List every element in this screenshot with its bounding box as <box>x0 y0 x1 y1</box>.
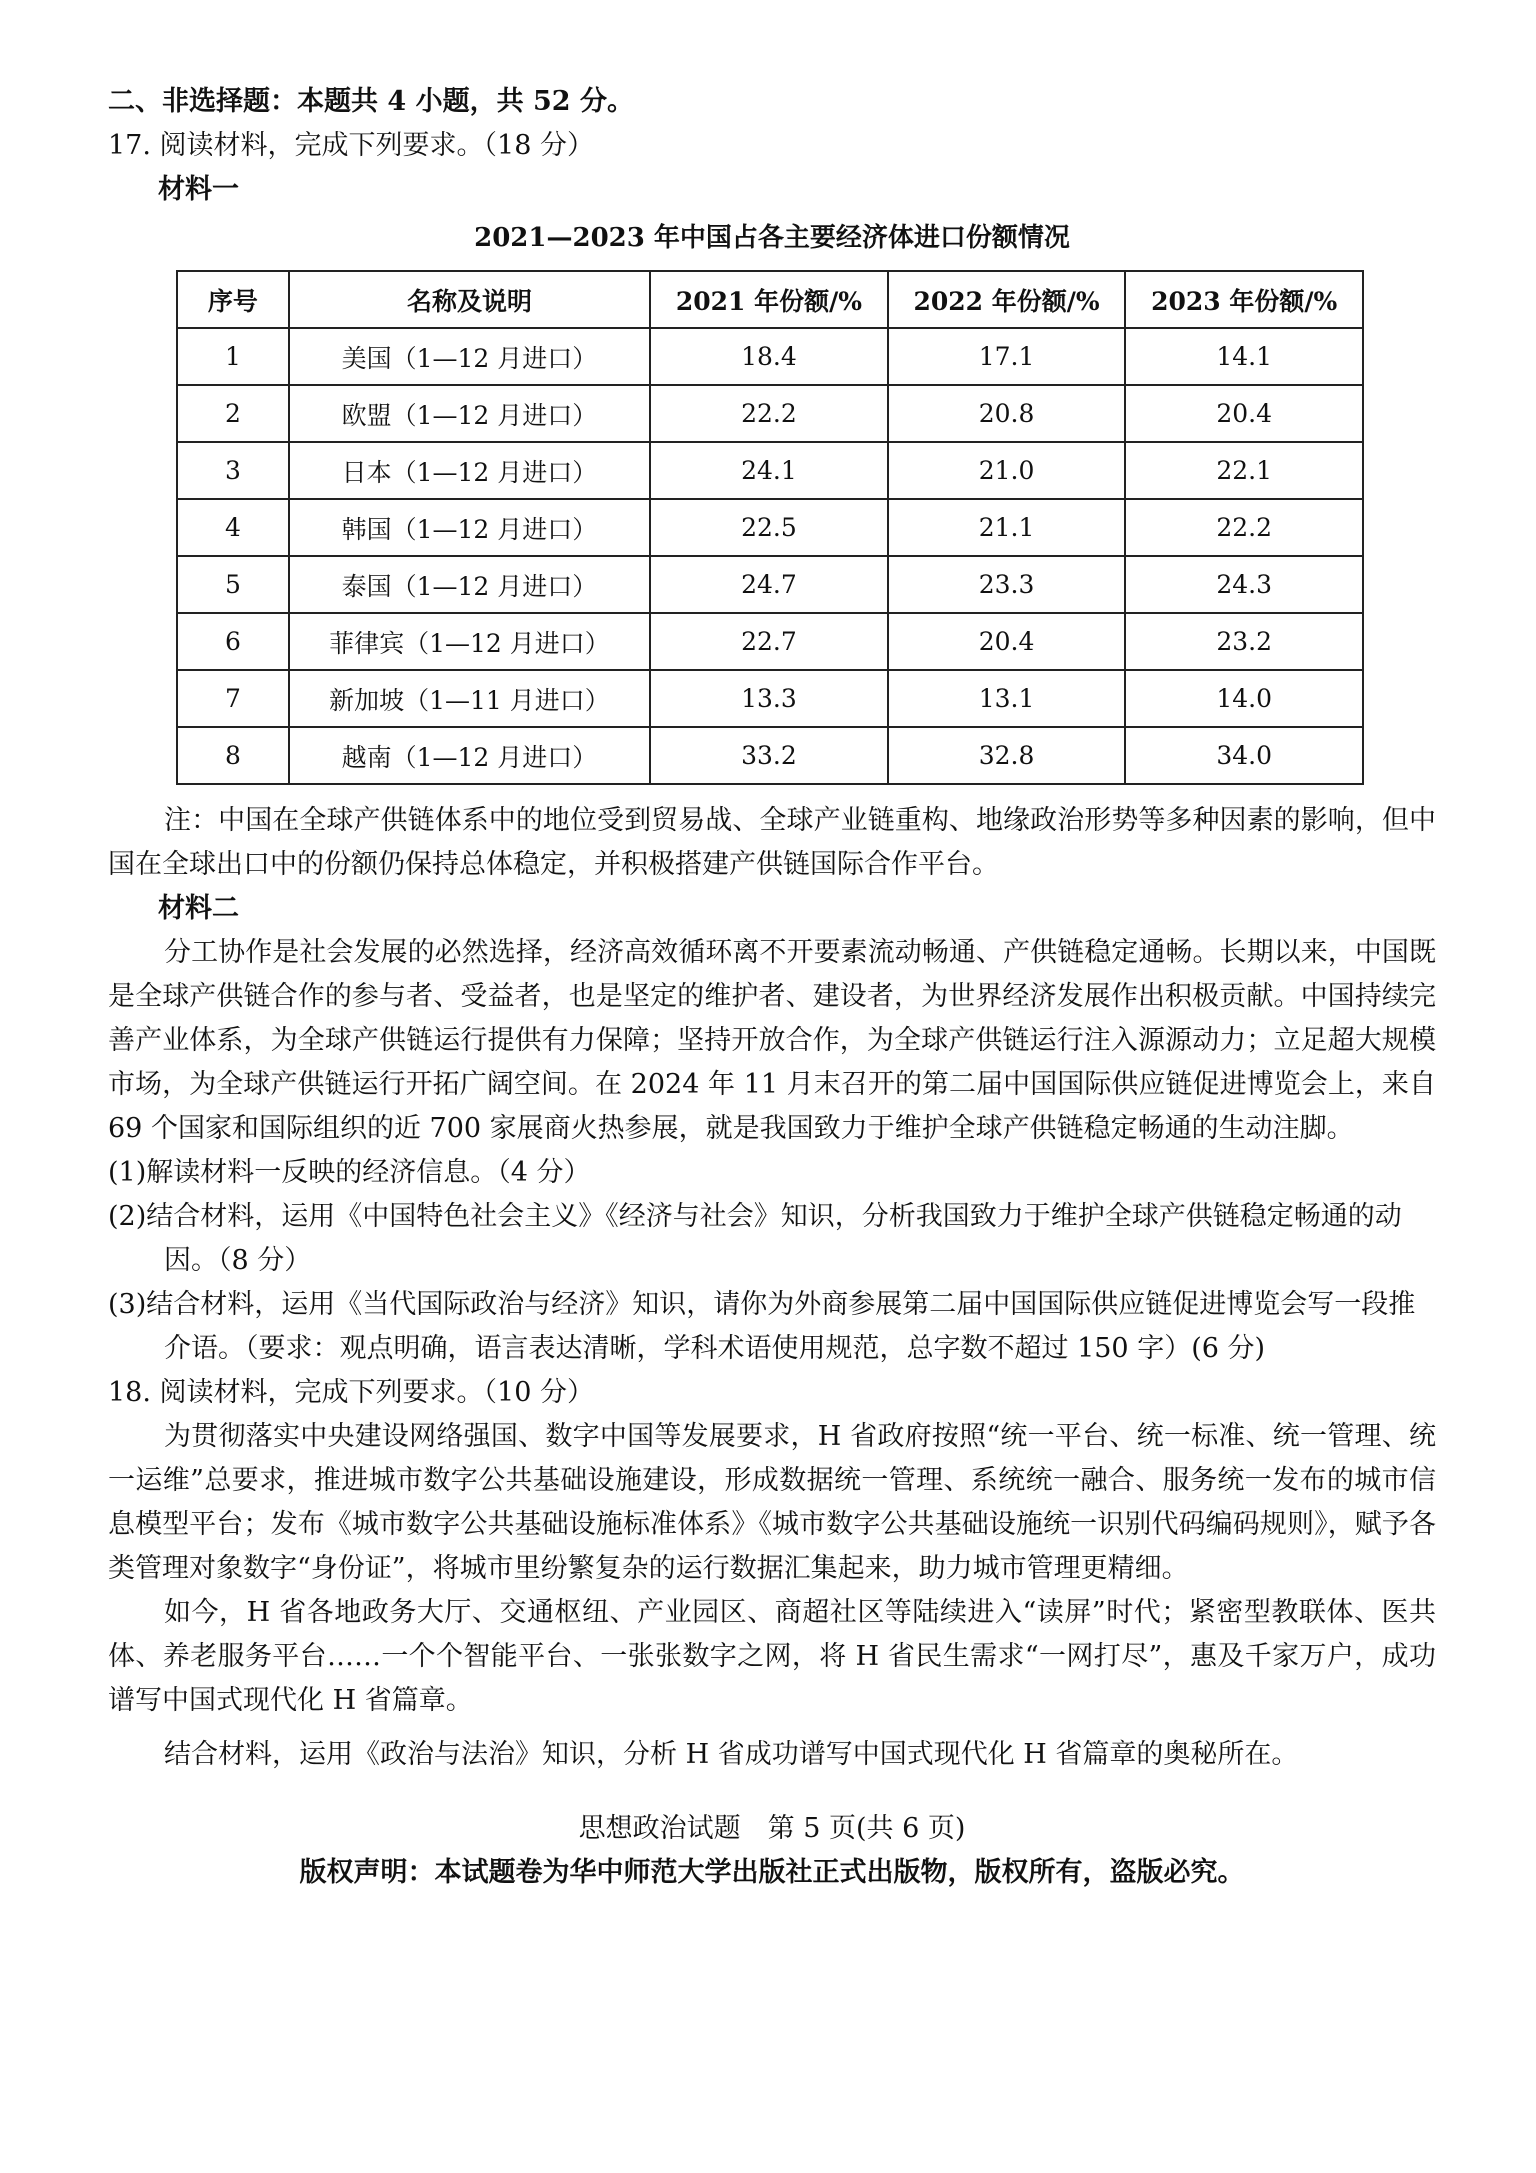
table-cell: 1 <box>177 328 289 385</box>
table-cell: 22.5 <box>650 499 888 556</box>
q18-stem: 18. 阅读材料，完成下列要求。（10 分） <box>108 1377 594 1408</box>
table-cell: 7 <box>177 670 289 727</box>
table-cell: 日本（1—12 月进口） <box>289 442 650 499</box>
import-share-table <box>176 270 1364 785</box>
table-cell: 新加坡（1—11 月进口） <box>289 670 650 727</box>
table-cell: 2 <box>177 385 289 442</box>
table-row <box>177 328 1363 385</box>
table-cell: 24.7 <box>650 556 888 613</box>
page-footer: 思想政治试题 第 5 页(共 6 页) <box>578 1813 966 1844</box>
table-cell: 17.1 <box>888 328 1126 385</box>
section-header: 二、非选择题：本题共 4 小题，共 52 分。 <box>108 86 634 117</box>
q18-para2: 如今，H 省各地政务大厅、交通枢纽、产业园区、商超社区等陆续进入“读屏”时代；紧密型教联体、医共体、养老服务平台……一个个智能平台、一张张数字之网，将 H 省民生需求“一网打尽”，惠及千家万户，成功谱写中国式现代化 H 省篇章。 <box>108 1597 1436 1716</box>
table-cell: 23.2 <box>1125 613 1363 670</box>
table-cell: 欧盟（1—12 月进口） <box>289 385 650 442</box>
table-cell: 18.4 <box>650 328 888 385</box>
table-cell: 20.4 <box>1125 385 1363 442</box>
table-note: 注：中国在全球产供链体系中的地位受到贸易战、全球产业链重构、地缘政治形势等多种因素的影响，但中国在全球出口中的份额仍保持总体稳定，并积极搭建产供链国际合作平台。 <box>108 805 1436 880</box>
table-cell: 22.7 <box>650 613 888 670</box>
table-cell: 8 <box>177 727 289 784</box>
table-cell: 24.3 <box>1125 556 1363 613</box>
table-cell: 21.0 <box>888 442 1126 499</box>
material2-text: 分工协作是社会发展的必然选择，经济高效循环离不开要素流动畅通、产供链稳定通畅。长期以来，中国既是全球产供链合作的参与者、受益者，也是坚定的维护者、建设者，为世界经济发展作出积极贡献。中国持续完善产业体系，为全球产供链运行提供有力保障；坚持开放合作，为全球产供链运行注入源源动力；立足超大规模市场，为全球产供链运行开拓广阔空间。在 2024 年 11 月末召开的第二届中国国际供应链促进博览会上，来自 69 个国家和国际组织的近 700 家展商火热参展，就是我国致力于维护全球产供链稳定畅通的生动注脚。 <box>108 937 1436 1144</box>
table-cell: 韩国（1—12 月进口） <box>289 499 650 556</box>
table-cell: 菲律宾（1—12 月进口） <box>289 613 650 670</box>
table-row <box>177 727 1363 784</box>
table-cell: 20.4 <box>888 613 1126 670</box>
column-header: 2023 年份额/% <box>1125 271 1363 328</box>
table-title: 2021—2023 年中国占各主要经济体进口份额情况 <box>474 223 1070 253</box>
table-row <box>177 613 1363 670</box>
table-cell: 14.0 <box>1125 670 1363 727</box>
table-cell: 32.8 <box>888 727 1126 784</box>
table-cell: 美国（1—12 月进口） <box>289 328 650 385</box>
table-cell: 22.2 <box>650 385 888 442</box>
table-cell: 23.3 <box>888 556 1126 613</box>
table-row <box>177 499 1363 556</box>
table-row <box>177 385 1363 442</box>
table-cell: 13.1 <box>888 670 1126 727</box>
table-cell: 4 <box>177 499 289 556</box>
table-cell: 33.2 <box>650 727 888 784</box>
q17-sub3: (3)结合材料，运用《当代国际政治与经济》知识，请你为外商参展第二届中国国际供应链促进博览会写一段推介语。（要求：观点明确，语言表达清晰，学科术语使用规范，总字数不超过 150 字）(6 分) <box>108 1289 1416 1364</box>
q17-stem: 17. 阅读材料，完成下列要求。（18 分） <box>108 130 594 161</box>
table-header-row <box>177 271 1363 328</box>
q18-para1: 为贯彻落实中央建设网络强国、数字中国等发展要求，H 省政府按照“统一平台、统一标准、统一管理、统一运维”总要求，推进城市数字公共基础设施建设，形成数据统一管理、系统统一融合、服务统一发布的城市信息模型平台；发布《城市数字公共基础设施标准体系》《城市数字公共基础设施统一识别代码编码规则》，赋予各类管理对象数字“身份证”，将城市里纷繁复杂的运行数据汇集起来，助力城市管理更精细。 <box>108 1421 1436 1584</box>
table-cell: 越南（1—12 月进口） <box>289 727 650 784</box>
table-row <box>177 442 1363 499</box>
table-cell: 22.2 <box>1125 499 1363 556</box>
material1-label: 材料一 <box>158 174 239 205</box>
table-cell: 14.1 <box>1125 328 1363 385</box>
table-cell: 24.1 <box>650 442 888 499</box>
q18-question: 结合材料，运用《政治与法治》知识，分析 H 省成功谱写中国式现代化 H 省篇章的奥秘所在。 <box>164 1739 1299 1770</box>
table-cell: 5 <box>177 556 289 613</box>
table-row <box>177 670 1363 727</box>
material2-label: 材料二 <box>158 893 239 924</box>
table-cell: 21.1 <box>888 499 1126 556</box>
q17-sub1: (1)解读材料一反映的经济信息。（4 分） <box>108 1157 591 1188</box>
table-cell: 20.8 <box>888 385 1126 442</box>
column-header: 名称及说明 <box>289 271 650 328</box>
table-row <box>177 556 1363 613</box>
column-header: 2021 年份额/% <box>650 271 888 328</box>
table-cell: 34.0 <box>1125 727 1363 784</box>
table-cell: 3 <box>177 442 289 499</box>
q17-sub2: (2)结合材料，运用《中国特色社会主义》《经济与社会》知识，分析我国致力于维护全球产供链稳定畅通的动因。（8 分） <box>108 1201 1402 1276</box>
column-header: 2022 年份额/% <box>888 271 1126 328</box>
table-cell: 22.1 <box>1125 442 1363 499</box>
table-cell: 泰国（1—12 月进口） <box>289 556 650 613</box>
copyright-notice: 版权声明：本试题卷为华中师范大学出版社正式出版物，版权所有，盗版必究。 <box>299 1857 1245 1888</box>
table-cell: 6 <box>177 613 289 670</box>
table-cell: 13.3 <box>650 670 888 727</box>
column-header: 序号 <box>177 271 289 328</box>
